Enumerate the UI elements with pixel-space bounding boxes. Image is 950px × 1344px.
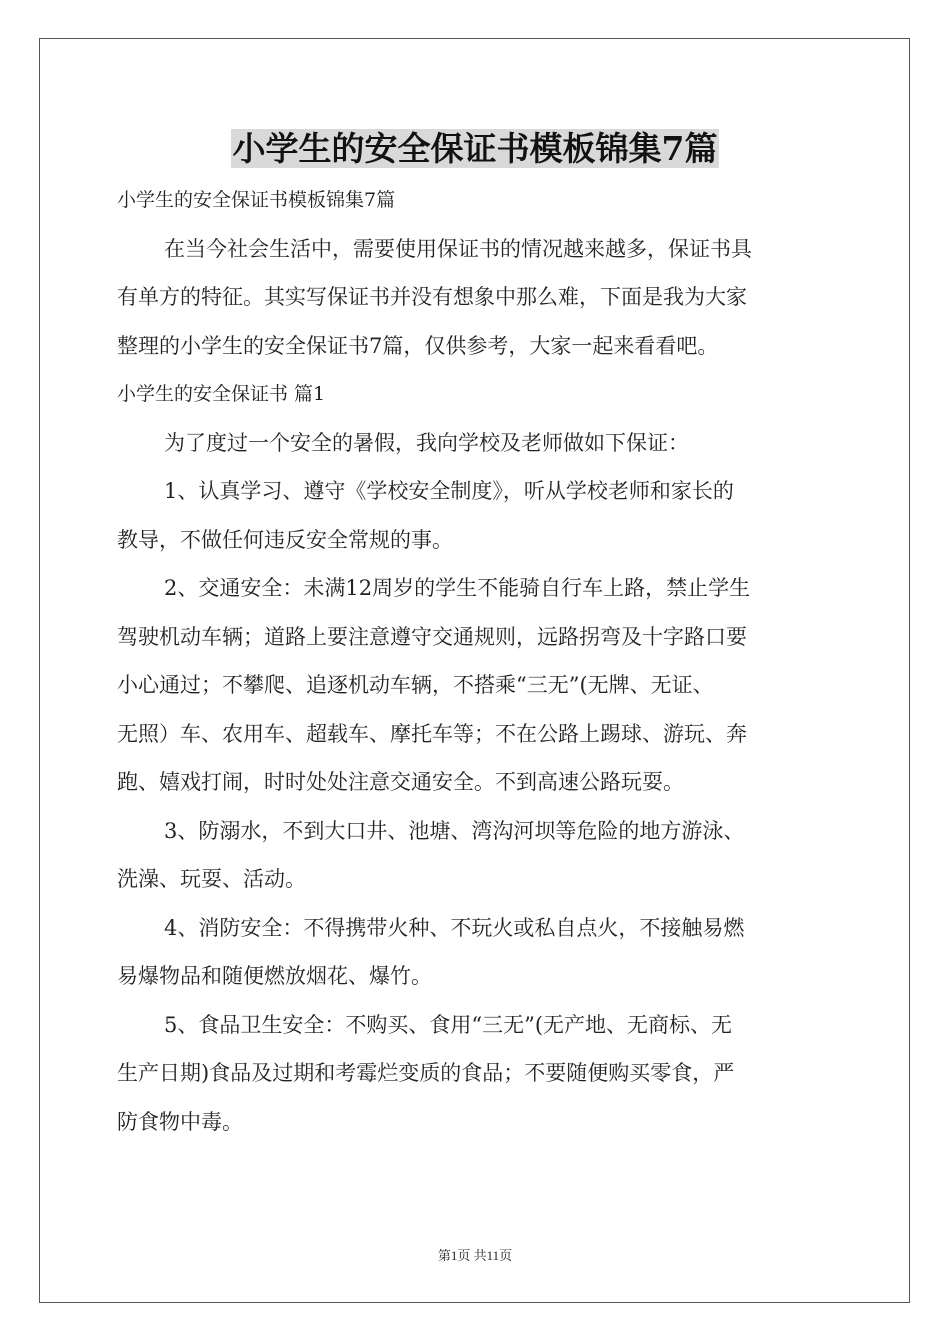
text-line: 防食物中毒。 (117, 1109, 243, 1134)
text-line: 有单方的特征。其实写保证书并没有想象中那么难，下面是我为大家 (117, 285, 747, 309)
section-heading: 小学生的安全保证书 篇1 (117, 383, 326, 405)
section-heading: 小学生的安全保证书模板锦集7篇 (117, 189, 396, 211)
document-title (0, 126, 950, 172)
text-line: 易爆物品和随便燃放烟花、爆竹。 (117, 964, 432, 988)
text-line: 整理的小学生的安全保证书7篇，仅供参考，大家一起来看看吧。 (117, 333, 719, 358)
text-line: 驾驶机动车辆；道路上要注意遵守交通规则，远路拐弯及十字路口要 (117, 624, 747, 649)
text-line: 洗澡、玩耍、活动。 (117, 867, 306, 891)
text-line: 跑、嬉戏打闹，时时处处注意交通安全。不到高速公路玩耍。 (117, 770, 684, 794)
document-title-text: 小学生的安全保证书模板锦集7篇 (232, 129, 718, 168)
text-line: 为了度过一个安全的暑假，我向学校及老师做如下保证： (164, 430, 689, 455)
page-footer: 第1页 共11页 (437, 1248, 513, 1263)
text-line: 1、认真学习、遵守《学校安全制度》，听从学校老师和家长的 (164, 479, 734, 503)
text-line: 在当今社会生活中，需要使用保证书的情况越来越多，保证书具 (164, 236, 752, 261)
text-line: 3、防溺水，不到大口井、池塘、湾沟河坝等危险的地方游泳、 (164, 818, 745, 843)
text-line: 生产日期)食品及过期和考霉烂变质的食品；不要随便购买零食，严 (117, 1061, 735, 1085)
text-line: 教导，不做任何违反安全常规的事。 (117, 527, 453, 552)
text-line: 5、食品卫生安全：不购买、食用“三无”(无产地、无商标、无 (164, 1012, 733, 1037)
text-line: 无照）车、农用车、超载车、摩托车等；不在公路上踢球、游玩、奔 (117, 721, 747, 746)
document-body (117, 176, 833, 1146)
text-line: 2、交通安全：未满12周岁的学生不能骑自行车上路，禁止学生 (164, 576, 751, 600)
text-line: 4、消防安全：不得携带火种、不玩火或私自点火，不接触易燃 (164, 915, 745, 940)
text-line: 小心通过；不攀爬、追逐机动车辆，不搭乘“三无”(无牌、无证、 (117, 673, 714, 697)
